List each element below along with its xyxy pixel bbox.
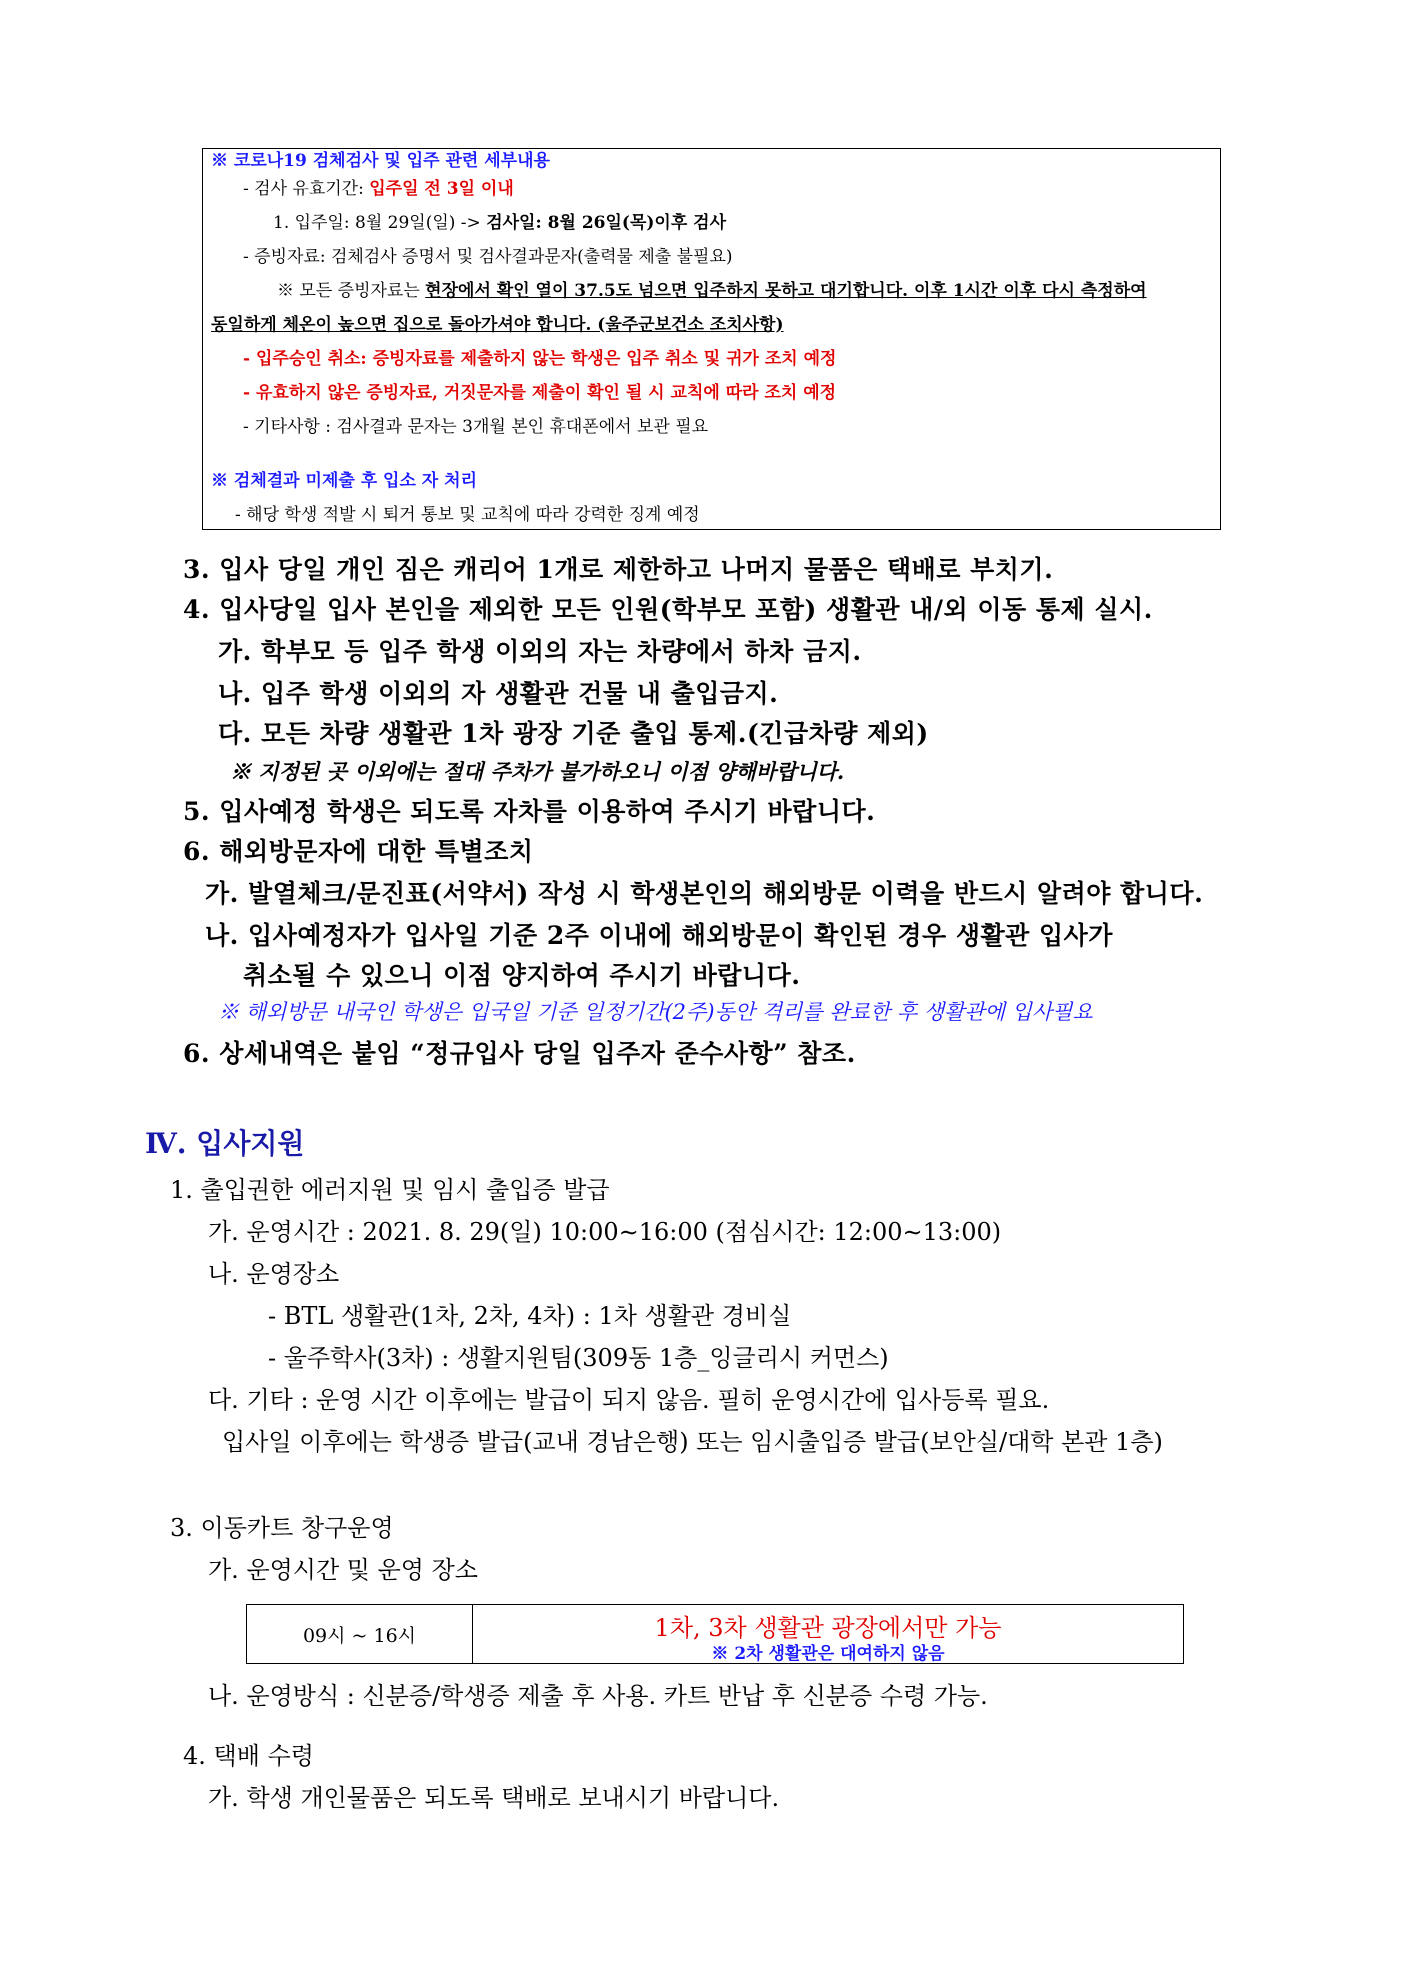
- notice-other: - 기타사항 : 검사결과 문자는 3개월 본인 휴대폰에서 보관 필요: [243, 417, 709, 437]
- notice-onsite-line2: 동일하게 체온이 높으면 집으로 돌아가셔야 합니다. (울주군보건소 조치사항): [211, 315, 784, 335]
- notice-onsite: [277, 281, 1147, 301]
- cart-schedule-table: [246, 1604, 1184, 1664]
- example-bold: 검사일: 8월 26일(목)이후 검사: [486, 213, 727, 233]
- item-4b: 나. 입주 학생 이외의 자 생활관 건물 내 출입금지.: [218, 679, 779, 708]
- item-6c: 6. 상세내역은 붙임 “정규입사 당일 입주자 준수사항” 참조.: [183, 1039, 856, 1068]
- notice-false-docs: - 유효하지 않은 증빙자료, 거짓문자를 제출이 확인 될 시 교칙에 따라 조치 예정: [243, 383, 837, 403]
- cart-time-cell: 09시 ~ 16시: [247, 1605, 473, 1663]
- support-3b: 나. 운영방식 : 신분증/학생증 제출 후 사용. 카트 반납 후 신분증 수령 가능.: [208, 1682, 988, 1710]
- notice-nosubmit-body: - 해당 학생 적발 시 퇴거 통보 및 교칙에 따라 강력한 징계 예정: [235, 505, 700, 525]
- support-1c-line2: 입사일 이후에는 학생증 발급(교내 경남은행) 또는 임시출입증 발급(보안실/대학 본관 1층): [222, 1428, 1163, 1456]
- section-heading: Ⅳ. 입사지원: [145, 1127, 305, 1160]
- notice-title: ※ 코로나19 검체검사 및 입주 관련 세부내용: [211, 151, 550, 171]
- support-3a: 가. 운영시간 및 운영 장소: [208, 1556, 478, 1584]
- support-3: 3. 이동카트 창구운영: [170, 1514, 394, 1542]
- support-1b2: - 울주학사(3차) : 생활지원팀(309동 1층_잉글리시 커먼스): [268, 1344, 889, 1372]
- item-4-note: ※ 지정된 곳 이외에는 절대 주차가 불가하오니 이점 양해바랍니다.: [230, 759, 845, 784]
- support-4a: 가. 학생 개인물품은 되도록 택배로 보내시기 바랍니다.: [208, 1784, 780, 1812]
- validity-value: 입주일 전 3일 이내: [369, 179, 514, 199]
- notice-evidence: - 증빙자료: 검체검사 증명서 및 검사결과문자(출력물 제출 불필요): [243, 247, 733, 267]
- support-1b: 나. 운영장소: [208, 1260, 340, 1288]
- item-3: 3. 입사 당일 개인 짐은 캐리어 1개로 제한하고 나머지 물품은 택배로 부치기.: [183, 555, 1054, 584]
- item-4: 4. 입사당일 입사 본인을 제외한 모든 인원(학부모 포함) 생활관 내/외 이동 통제 실시.: [183, 595, 1153, 624]
- notice-nosubmit-title: ※ 검체결과 미제출 후 입소 자 처리: [211, 471, 477, 491]
- notice-example: [273, 213, 726, 233]
- support-1c: 다. 기타 : 운영 시간 이후에는 발급이 되지 않음. 필히 운영시간에 입사등록 필요.: [208, 1386, 1050, 1414]
- item-6a: 가. 발열체크/문진표(서약서) 작성 시 학생본인의 해외방문 이력을 반드시 알려야 합니다.: [205, 879, 1204, 908]
- support-4: 4. 택배 수령: [183, 1742, 314, 1770]
- covid-notice-box: [202, 148, 1221, 530]
- onsite-prefix: ※ 모든 증빙자료는: [277, 281, 426, 301]
- onsite-bold: 현장에서 확인 열이 37.5도 넘으면 입주하지 못하고 대기합니다. 이후 1시간 이후 다시 측정하여: [425, 281, 1147, 301]
- cart-place-cell: [473, 1605, 1183, 1663]
- item-6-note: ※ 해외방문 내국인 학생은 입국일 기준 일정기간(2주)동안 격리를 완료한 후 생활관에 입사필요: [218, 1000, 1093, 1024]
- cart-note: ※ 2차 생활관은 대여하지 않음: [711, 1644, 945, 1664]
- item-6b: 나. 입사예정자가 입사일 기준 2주 이내에 해외방문이 확인된 경우 생활관 입사가: [205, 921, 1113, 950]
- notice-validity: [243, 179, 514, 199]
- item-5: 5. 입사예정 학생은 되도록 자차를 이용하여 주시기 바랍니다.: [183, 797, 876, 826]
- item-6b-line2: 취소될 수 있으니 이점 양지하여 주시기 바랍니다.: [243, 961, 801, 990]
- item-4c: 다. 모든 차량 생활관 1차 광장 기준 출입 통제.(긴급차량 제외): [218, 719, 929, 748]
- notice-cancel: - 입주승인 취소: 증빙자료를 제출하지 않는 학생은 입주 취소 및 귀가 조치 예정: [243, 349, 837, 369]
- support-1: 1. 출입권한 에러지원 및 임시 출입증 발급: [170, 1176, 610, 1204]
- cart-place: 1차, 3차 생활관 광장에서만 가능: [654, 1614, 1002, 1642]
- item-4a: 가. 학부모 등 입주 학생 이외의 자는 차량에서 하차 금지.: [218, 637, 862, 666]
- example-prefix: 1. 입주일: 8월 29일(일) ->: [273, 213, 487, 233]
- validity-label: - 검사 유효기간:: [243, 179, 370, 199]
- support-1a: 가. 운영시간 : 2021. 8. 29(일) 10:00∼16:00 (점심시간: 12:00∼13:00): [208, 1218, 1002, 1246]
- item-6: 6. 해외방문자에 대한 특별조치: [183, 837, 534, 866]
- support-1b1: - BTL 생활관(1차, 2차, 4차) : 1차 생활관 경비실: [268, 1302, 792, 1330]
